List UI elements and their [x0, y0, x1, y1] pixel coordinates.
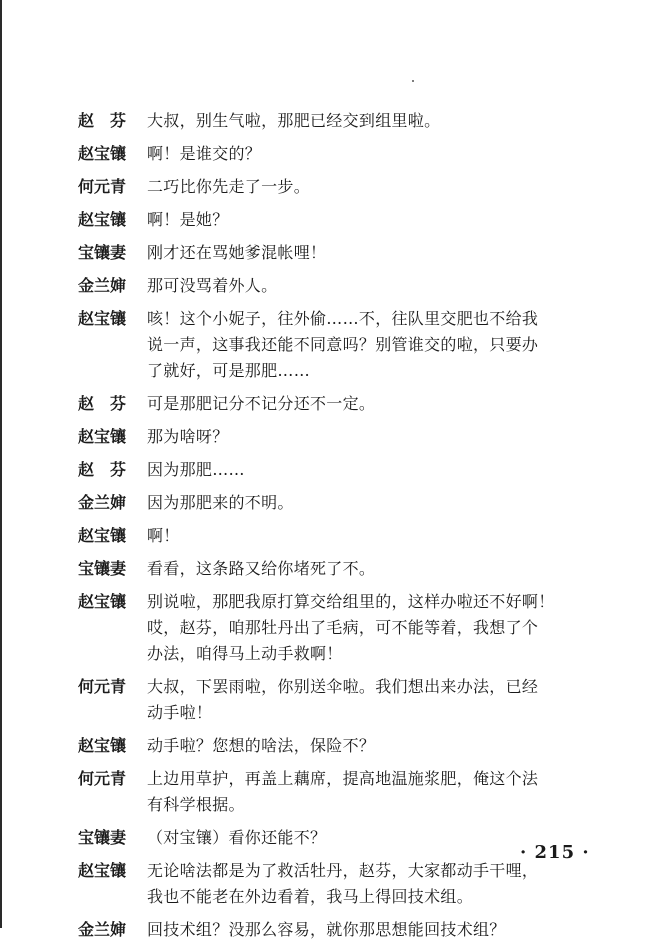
speaker-name: 赵宝镶 [78, 592, 127, 611]
dialogue-line [0, 332, 655, 358]
speaker-name: 赵宝镶 [78, 309, 127, 328]
speaker-name: 赵宝镶 [78, 736, 127, 755]
speaker-name: 赵宝镶 [78, 427, 127, 446]
speech-text: 大叔，别生气啦，那肥已经交到组里啦。 [147, 111, 441, 130]
speech-text: 别说啦，那肥我原打算交给组里的，这样办啦还不好啊！ [147, 592, 555, 611]
speaker-name: 金兰婶 [78, 276, 127, 295]
speaker-name: 赵宝镶 [78, 210, 127, 229]
speech-text: 因为那肥来的不明。 [147, 493, 294, 512]
speech-text: 看看，这条路又给你堵死了不。 [147, 559, 376, 578]
speaker-name: 金兰婶 [78, 493, 127, 512]
speaker-name: 赵 芬 [78, 394, 127, 413]
speaker-name: 宝镶妻 [78, 828, 127, 847]
speech-text: 那可没骂着外人。 [147, 276, 278, 295]
dialogue-line [0, 884, 655, 910]
speech-text: 可是那肥记分不记分还不一定。 [147, 394, 376, 413]
speech-text: 刚才还在骂她爹混帐哩！ [147, 243, 327, 262]
speech-text: 了就好，可是那肥…… [147, 361, 311, 380]
speech-text: 那为啥呀？ [147, 427, 229, 446]
speech-text: 哎，赵芬，咱那牡丹出了毛病，可不能等着，我想了个 [147, 618, 539, 637]
speaker-name: 赵宝镶 [78, 861, 127, 880]
dialogue-line [0, 641, 655, 667]
scan-speck [412, 80, 414, 82]
speaker-name: 赵 芬 [78, 111, 127, 130]
dialogue-line [0, 207, 655, 233]
speech-text: 咳！这个小妮子，往外偷……不，往队里交肥也不给我 [147, 309, 539, 328]
dialogue-line [0, 766, 655, 792]
speaker-name: 金兰婶 [78, 920, 127, 939]
speech-text: 无论啥法都是为了救活牡丹，赵芬，大家都动手干哩， [147, 861, 539, 880]
dialogue-line [0, 792, 655, 818]
dialogue-line [0, 457, 655, 483]
speaker-name: 赵宝镶 [78, 144, 127, 163]
speaker-name: 宝镶妻 [78, 559, 127, 578]
dialogue-line [0, 523, 655, 549]
speaker-name: 赵宝镶 [78, 526, 127, 545]
speech-text: （对宝镶）看你还能不？ [147, 828, 327, 847]
speech-text: 啊！ [147, 526, 180, 545]
speech-text: 动手啦？您想的啥法，保险不？ [147, 736, 376, 755]
speaker-name: 何元青 [78, 177, 127, 196]
speech-text: 啊！是她？ [147, 210, 229, 229]
dialogue-line [0, 733, 655, 759]
speaker-name: 何元青 [78, 677, 127, 696]
speech-text: 说一声，这事我还能不同意吗？别管谁交的啦，只要办 [147, 335, 539, 354]
speaker-name: 何元青 [78, 769, 127, 788]
speech-text: 啊！是谁交的？ [147, 144, 262, 163]
dialogue-line [0, 615, 655, 641]
dialogue-line [0, 306, 655, 332]
dialogue-line [0, 273, 655, 299]
speech-text: 大叔，下罢雨啦，你别送伞啦。我们想出来办法，已经 [147, 677, 539, 696]
dialogue-line [0, 556, 655, 582]
speech-text: 上边用草护，再盖上藕席，提高地温施浆肥，俺这个法 [147, 769, 539, 788]
dialogue-line [0, 391, 655, 417]
dialogue-line [0, 674, 655, 700]
speech-text: 动手啦！ [147, 703, 213, 722]
speech-text: 有科学根据。 [147, 795, 245, 814]
dialogue-line [0, 240, 655, 266]
speaker-name: 宝镶妻 [78, 243, 127, 262]
dialogue-line [0, 700, 655, 726]
speech-text: 回技术组？没那么容易，就你那思想能回技术组？ [147, 920, 506, 939]
speech-text: 我也不能老在外边看着，我马上得回技术组。 [147, 887, 474, 906]
speech-text: 因为那肥…… [147, 460, 245, 479]
dialogue-line [0, 917, 655, 943]
speech-text: 二巧比你先走了一步。 [147, 177, 311, 196]
dialogue-line [0, 490, 655, 516]
dialogue-line [0, 141, 655, 167]
dialogue-line [0, 174, 655, 200]
page-number: · 215 · [520, 842, 590, 863]
dialogue-line [0, 108, 655, 134]
dialogue-line [0, 589, 655, 615]
dialogue-line [0, 358, 655, 384]
speech-text: 办法，咱得马上动手救啊！ [147, 644, 343, 663]
speaker-name: 赵 芬 [78, 460, 127, 479]
dialogue-line [0, 424, 655, 450]
